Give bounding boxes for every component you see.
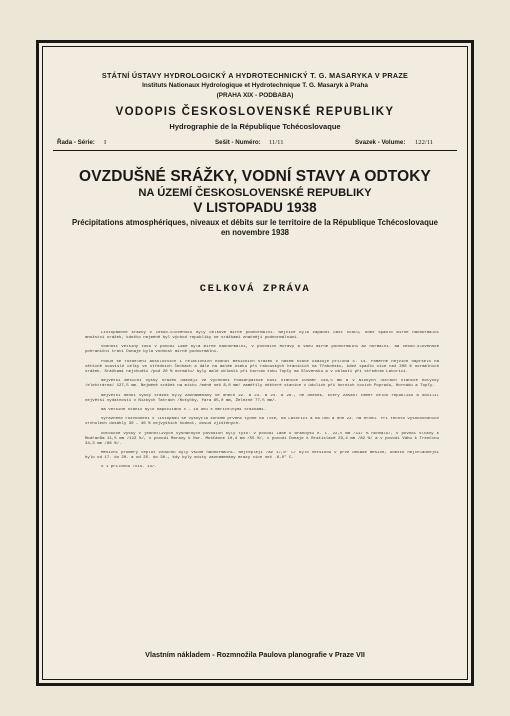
body-paragraph: Odtokové výšky v jednotlivých výsnačných povodích byly tyto: v povodí Labe k Brandýsu n. L. 22,5 mm /137 % normálu/, v povodí Vltavy k Modřanům 11,5 mm /112 %/, v povodí Moravy k Hor. Mošťánce 10,4 mm /55 %/, v povodí Dunaje k Bratislavě 23,4 mm /82 %/ a v povodí Váhu k Trenčínu 34,3 mm /98 %/. xyxy=(85,431,439,446)
document-subtitle: NA ÚZEMÍ ČESKOSLOVENSKÉ REPUBLIKY xyxy=(138,187,372,199)
body-paragraph: Na většině stanic bylo napočítáno 5 – 18 dnů s měřitelnými srážkami. xyxy=(101,407,267,412)
body-paragraph: Vodnost většiny toků v povodí Labe byla mírně nadnormální, v povodích Moravy a Váhu mírně podnormální až normální. Na česko-slovenské pohraniční trati Dunaje byla vodnost mírně podnormální. xyxy=(85,345,439,355)
document-title-fr: Précipitations atmosphériques, niveaux et débits sur le territoire de la République Tchécoslovaque xyxy=(72,218,438,227)
body-paragraph: Největší měsíční výšky srážek udávají ve východní Podkarpatské Rusi stanice Dúsmer 148,5 mm a v Nízkých Tatrách stanice Kotyčky /elektrárna/ 127,5 mm. Nejméně srážek na místo /méně než 8,0 mm/ zaměřily některé stanice v údolích při horních tocích Popradu, Hornádu a Topľy. xyxy=(85,379,439,389)
sesit-label: Sešit - Numéro: xyxy=(215,139,261,146)
body-paragraph: S 1 přílohou /čís. 14/. xyxy=(101,465,157,470)
body-paragraph: Pokud se rozdělení absolutních i relativních hodnot měsíčních srážek v našem státě ukazuje příloha č. 14. Poměrně nejvíce napršelo na většině souvislé celky ve středních Čechách a dále na malém úseku při rakouských hranicích na Třeboňsku, kdež spadlo více než 200 % normálních srážek. Srážkami nejchudší /pod 20 % normálu/ byly malé oblasti při horním toku Topľy na Slovensku a v oblasti při středním Latorici. xyxy=(85,359,439,374)
document-period: V LISTOPADU 1938 xyxy=(193,200,317,215)
page-frame xyxy=(36,40,474,686)
rada-value: I xyxy=(104,139,107,146)
header-rule xyxy=(53,150,457,151)
body-paragraph: Výrazného rozvodnění v listopadu se vyskytla koncem prvého týdne na Tise, na Latorici a na Uhu a dne 23. na Hronu. Při těchto vysokovodních vrcholech dosáhly 30 – 40 % nejvyšších hodnot, dosud zjištěných. xyxy=(85,417,439,427)
section-heading: CELKOVÁ ZPRÁVA xyxy=(199,283,311,295)
publisher-footer: Vlastním nákladem - Rozmnožila Paulova planografie v Praze VII xyxy=(145,650,365,659)
rada-label: Řada - Série: xyxy=(57,139,95,146)
institute-name: STÁTNÍ ÚSTAVY HYDROLOGICKÝ A HYDROTECHNICKÝ T. G. MASARYKA V PRAZE xyxy=(101,71,409,80)
body-paragraph: Měsíční průměry teplot vzduchu byly všude nadnormální. Nejteplejí /až 17,0° C/ bylo většinou v prvé dekádě měsíce, kdežto nejchladnější bylo od 17. do 20. a od 25. do 30., kdy byly místy zaznamenány mrazy více než -6,0° C. xyxy=(85,451,439,461)
series-info-row xyxy=(57,139,457,149)
body-paragraph: Největší denní výšky srážek byly zaznamenány ve dnech 22. a 23. a 24. a 26., ne dnešek, který zasáhl téměř celou republiku a docílil největší vydatnosti v Nízkých Tatrách /Kotyčky, fara 65,0 mm, Železné 77,5 mm/. xyxy=(85,393,439,403)
document-period-fr: en novembre 1938 xyxy=(220,228,290,237)
series-title: VODOPIS ČESKOSLOVENSKÉ REPUBLIKY xyxy=(115,106,395,118)
page-inner-border xyxy=(42,46,468,680)
body-paragraph: Listopadové srážky v Česko-Slovensku byly celkově mírně podnormální. Nejvíce byla západní část státu, kdež spadlo mírně nadnormální množství srážek, kdežto nejméně byl východ republiky se srážkami značněji podnormálními. xyxy=(85,331,439,341)
svazek-value: 122/11 xyxy=(415,139,434,146)
report-body xyxy=(85,331,439,475)
institute-name-fr: Instituts Nationaux Hydrologique et Hydrotechnique T. G. Masaryk à Praha xyxy=(142,82,368,89)
institute-address: (PRAHA XIX - PODBABA) xyxy=(216,92,294,99)
svazek-label: Svazek - Volume: xyxy=(355,139,406,146)
sesit-value: 11/11 xyxy=(269,139,284,146)
document-title: OVZDUŠNÉ SRÁŽKY, VODNÍ STAVY A ODTOKY xyxy=(79,168,431,185)
series-title-fr: Hydrographie de la République Tchécoslovaque xyxy=(169,122,341,131)
